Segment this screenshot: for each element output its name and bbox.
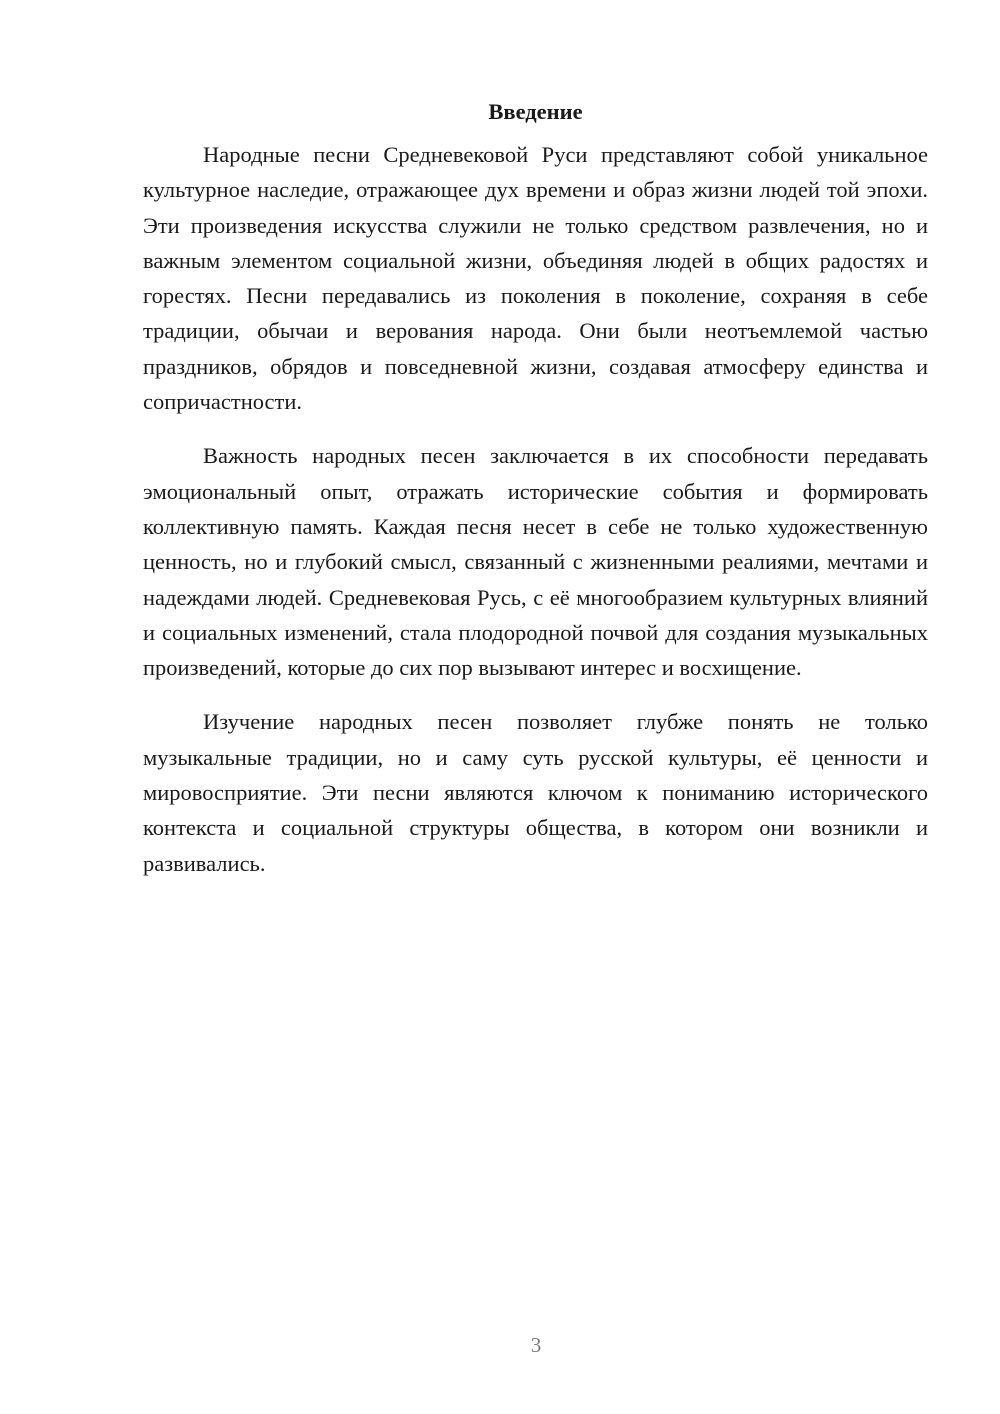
section-title: Введение <box>488 99 583 124</box>
paragraph-2: Важность народных песен заключается в их способности передавать эмоциональный опыт, отражать исторические события и формировать коллективную память. Каждая песня несет в себе не только художественную ценность, но и глубокий смысл, связанный с жизненными реалиями, мечтами и надеждами людей. Средневековая Русь, с её многообразием культурных влияний и социальных изменений, стала плодородной почвой для создания музыкальных произведений, которые до сих пор вызывают интерес и восхищение. <box>143 443 928 681</box>
paragraph-3: Изучение народных песен позволяет глубже понять не только музыкальные традиции, но и саму суть русской культуры, её ценности и мировосприятие. Эти песни являются ключом к пониманию исторического контекста и социальной структуры общества, в котором они возникли и развивались. <box>143 709 928 876</box>
paragraph-1: Народные песни Средневековой Руси представляют собой уникальное культурное наследие, отражающее дух времени и образ жизни людей той эпохи. Эти произведения искусства служили не только средством развлечения, но и важным элементом социальной жизни, объединяя людей в общих радостях и горестях. Песни передавались из поколения в поколение, сохраняя в себе традиции, обычаи и верования народа. Они были неотъемлемой частью праздников, обрядов и повседневной жизни, создавая атмосферу единства и сопричастности. <box>143 142 928 415</box>
page-content <box>143 96 928 881</box>
page-number: 3 <box>530 1333 542 1357</box>
